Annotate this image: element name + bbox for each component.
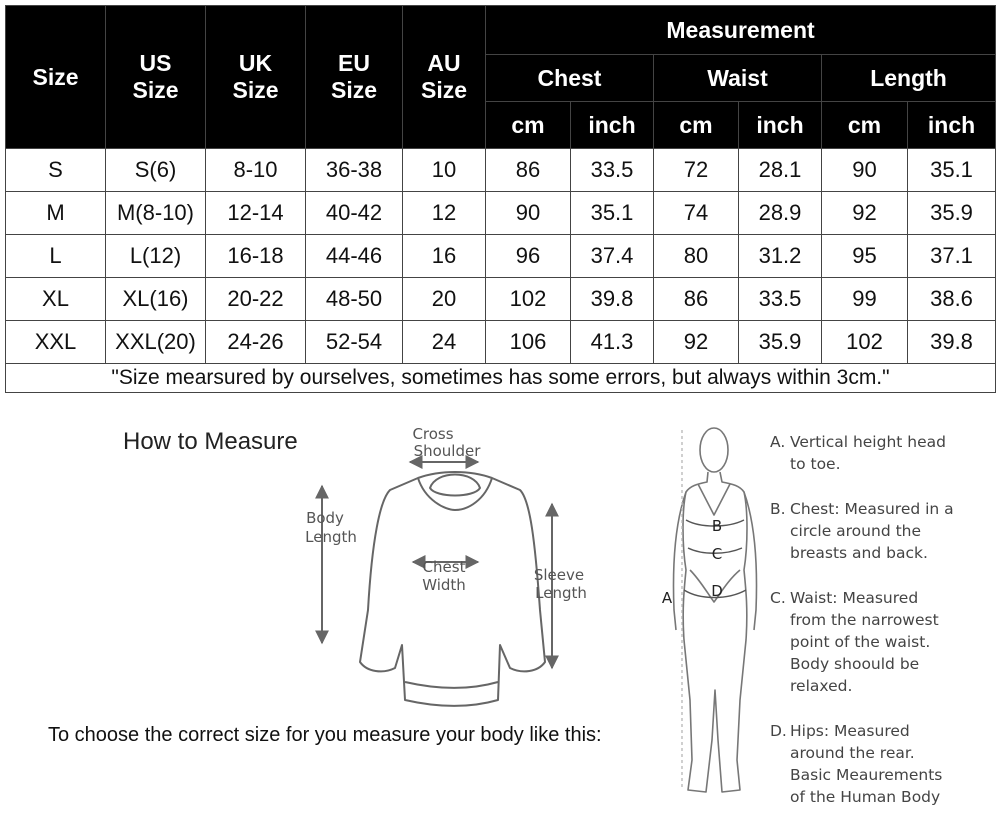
table-cell: S(6) — [106, 149, 206, 192]
table-cell: 35.9 — [908, 192, 996, 235]
header-unit-cm: cm — [486, 102, 571, 149]
legend-item-a — [770, 431, 980, 475]
table-cell: 86 — [654, 278, 739, 321]
cross-shoulder-label: Shoulder — [413, 442, 481, 460]
table-cell: 92 — [654, 321, 739, 364]
legend-text: Hips: Measured — [790, 722, 910, 740]
how-to-measure-title: How to Measure — [123, 428, 298, 455]
table-cell: 37.4 — [571, 235, 654, 278]
legend-text: relaxed. — [790, 677, 853, 695]
body-length-label: Body — [306, 509, 344, 527]
table-cell: 20-22 — [206, 278, 306, 321]
sweater-neck-opening — [430, 475, 480, 496]
legend-text: Waist: Measured — [790, 589, 919, 607]
table-cell: 99 — [822, 278, 908, 321]
legend-letter: B. — [770, 500, 786, 518]
figure-label-a: A — [661, 589, 673, 607]
table-cell: XL — [6, 278, 106, 321]
figure-label-d: D — [711, 582, 723, 600]
header-us-size: US Size — [106, 6, 206, 149]
sleeve-length-label: Length — [535, 584, 587, 602]
table-cell: 8-10 — [206, 149, 306, 192]
table-cell: 44-46 — [306, 235, 403, 278]
legend-text: Vertical height head — [790, 433, 946, 451]
body-figure — [674, 428, 757, 792]
legend-text: Chest: Measured in a — [790, 500, 954, 518]
table-cell: 72 — [654, 149, 739, 192]
table-cell: S — [6, 149, 106, 192]
table-cell: 102 — [822, 321, 908, 364]
figure-head — [700, 428, 728, 472]
header-uk-size: UK Size — [206, 6, 306, 149]
table-cell: 35.1 — [908, 149, 996, 192]
legend-text: around the rear. — [790, 744, 915, 762]
table-cell: 33.5 — [739, 278, 822, 321]
header-unit-inch: inch — [739, 102, 822, 149]
legend-text: Basic Meaurements — [790, 766, 943, 784]
sleeve-length-label: Sleeve — [533, 566, 585, 584]
header-measurement: Measurement — [486, 6, 996, 55]
legend-item-b — [770, 498, 980, 564]
table-cell: 28.1 — [739, 149, 822, 192]
table-cell: 24 — [403, 321, 486, 364]
table-cell: 35.9 — [739, 321, 822, 364]
legend-item-c — [770, 587, 980, 697]
legend-letter: A. — [770, 433, 786, 451]
table-cell: 80 — [654, 235, 739, 278]
chest-width-label: Width — [422, 576, 466, 594]
legend-text: point of the waist. — [790, 633, 931, 651]
table-cell: 74 — [654, 192, 739, 235]
body-length-label: Length — [305, 528, 357, 546]
figure-label-b: B — [711, 517, 723, 535]
header-unit-inch: inch — [908, 102, 996, 149]
legend-item-d — [770, 720, 980, 808]
table-cell: 10 — [403, 149, 486, 192]
table-cell: 20 — [403, 278, 486, 321]
table-cell: L — [6, 235, 106, 278]
table-cell: 39.8 — [908, 321, 996, 364]
header-unit-cm: cm — [822, 102, 908, 149]
table-cell: 33.5 — [571, 149, 654, 192]
legend-text: to toe. — [790, 455, 841, 473]
table-cell: 31.2 — [739, 235, 822, 278]
legend-text: from the narrowest — [790, 611, 939, 629]
header-unit-cm: cm — [654, 102, 739, 149]
cross-shoulder-label: Cross — [412, 425, 454, 443]
sweater-waistband — [405, 682, 498, 688]
header-au-size: AU Size — [403, 6, 486, 149]
sweater-neckline — [418, 478, 492, 510]
table-cell: 16-18 — [206, 235, 306, 278]
table-cell: 12 — [403, 192, 486, 235]
table-cell: XXL — [6, 321, 106, 364]
table-cell: 41.3 — [571, 321, 654, 364]
table-cell: 52-54 — [306, 321, 403, 364]
table-cell: M(8-10) — [106, 192, 206, 235]
header-eu-size: EU Size — [306, 6, 403, 149]
table-cell: 38.6 — [908, 278, 996, 321]
table-cell: 35.1 — [571, 192, 654, 235]
legend-text: of the Human Body — [790, 788, 941, 806]
chest-width-label: Chest — [422, 558, 466, 576]
table-cell: 90 — [822, 149, 908, 192]
table-cell: 12-14 — [206, 192, 306, 235]
header-chest: Chest — [486, 55, 654, 102]
table-cell: 96 — [486, 235, 571, 278]
table-cell: 102 — [486, 278, 571, 321]
measure-instruction: To choose the correct size for you measure your body like this: — [48, 724, 602, 746]
table-cell: XL(16) — [106, 278, 206, 321]
table-cell: 37.1 — [908, 235, 996, 278]
table-cell: 39.8 — [571, 278, 654, 321]
header-waist: Waist — [654, 55, 822, 102]
table-cell: L(12) — [106, 235, 206, 278]
table-cell: 90 — [486, 192, 571, 235]
table-cell: XXL(20) — [106, 321, 206, 364]
table-cell: 48-50 — [306, 278, 403, 321]
size-note: "Size mearsured by ourselves, sometimes has some errors, but always within 3cm." — [6, 364, 996, 393]
table-cell: M — [6, 192, 106, 235]
legend-text: breasts and back. — [790, 544, 928, 562]
legend-letter: C. — [770, 589, 786, 607]
table-cell: 24-26 — [206, 321, 306, 364]
header-unit-inch: inch — [571, 102, 654, 149]
table-cell: 86 — [486, 149, 571, 192]
table-cell: 92 — [822, 192, 908, 235]
table-cell: 28.9 — [739, 192, 822, 235]
table-cell: 106 — [486, 321, 571, 364]
table-cell: 40-42 — [306, 192, 403, 235]
table-cell: 36-38 — [306, 149, 403, 192]
legend-letter: D. — [770, 722, 787, 740]
table-cell: 16 — [403, 235, 486, 278]
table-cell: 95 — [822, 235, 908, 278]
legend-text: Body shoould be — [790, 655, 920, 673]
header-length: Length — [822, 55, 996, 102]
figure-label-c: C — [711, 545, 723, 563]
legend-text: circle around the — [790, 522, 922, 540]
header-size: Size — [6, 6, 106, 149]
